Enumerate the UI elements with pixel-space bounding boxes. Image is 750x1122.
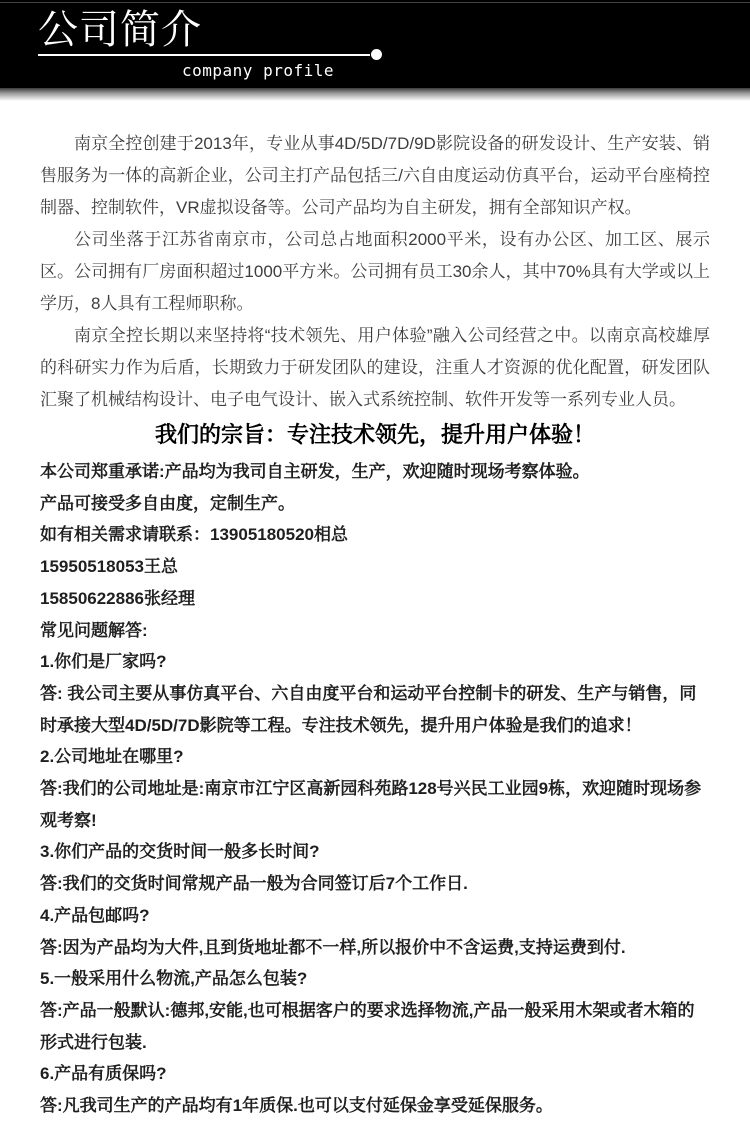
promise-line: 产品可接受多自由度，定制生产。	[40, 493, 295, 513]
intro-paragraph: 公司坐落于江苏省南京市，公司总占地面积2000平米，设有办公区、加工区、展示区。公司拥有厂房面积超过1000平方米。公司拥有员工30余人，其中70%具有大学或以上学历，8人具有工程师职称。	[40, 230, 710, 313]
contact-line: 15950518053王总	[40, 557, 179, 577]
faq-answer: 答:凡我司生产的产品均有1年质保.也可以支付延保金享受延保服务。	[40, 1096, 553, 1116]
header-shadow-divider	[0, 88, 750, 101]
faq-question: 6.产品有质保吗?	[40, 1064, 167, 1084]
faq-answer: 答: 我公司主要从事仿真平台、六自由度平台和运动平台控制卡的研发、生产与销售，同时承接大型4D/5D/7D影院等工程。专注技术领先，提升用户体验是我们的追求！	[40, 683, 697, 735]
faq-question: 5.一般采用什么物流,产品怎么包装?	[40, 969, 308, 989]
intro-section	[40, 128, 710, 416]
slogan-heading: 我们的宗旨：专注技术领先，提升用户体验！	[154, 422, 595, 447]
faq-question: 1.你们是厂家吗?	[40, 652, 167, 672]
promise-line: 本公司郑重承诺:产品均为我司自主研发，生产，欢迎随时现场考察体验。	[40, 462, 590, 481]
faq-question: 2.公司地址在哪里?	[40, 747, 184, 767]
page-header	[0, 0, 750, 88]
faq-answer: 答:产品一般默认:德邦,安能,也可根据客户的要求选择物流,产品一般采用木架或者木箱的形式进行包装.	[40, 1000, 695, 1052]
faq-answer: 答:因为产品均为大件,且到货地址都不一样,所以报价中不含运费,支持运费到付.	[40, 937, 626, 957]
faq-question: 4.产品包邮吗?	[40, 905, 150, 925]
intro-paragraph: 南京全控长期以来坚持将“技术领先、用户体验”融入公司经营之中。以南京高校雄厚的科研实力作为后盾，长期致力于研发团队的建设，注重人才资源的优化配置，研发团队汇聚了机械结构设计、电子电气设计、嵌入式系统控制、软件开发等一系列专业人员。	[40, 326, 710, 409]
title-underline-dot	[371, 49, 382, 60]
title-underline	[38, 54, 370, 56]
intro-paragraph: 南京全控创建于2013年，专业从事4D/5D/7D/9D影院设备的研发设计、生产安装、销售服务为一体的高新企业，公司主打产品包括三/六自由度运动仿真平台，运动平台座椅控制器、控制软件，VR虚拟设备等。公司产品均为自主研发，拥有全部知识产权。	[40, 134, 710, 217]
page-subtitle: company profile	[182, 61, 334, 80]
page-title: 公司简介	[38, 8, 202, 52]
header-top-divider	[0, 2, 750, 3]
promise-and-faq-section	[40, 456, 710, 1122]
company-profile-content	[0, 101, 750, 1122]
contact-line: 15850622886张经理	[40, 588, 196, 608]
faq-answer: 答:我们的交货时间常规产品一般为合同签订后7个工作日.	[40, 874, 468, 894]
contact-line: 如有相关需求请联系：13905180520相总	[40, 525, 348, 545]
faq-answer: 答:我们的公司地址是:南京市江宁区高新园科苑路128号兴民工业园9栋，欢迎随时现场参观考察!	[40, 779, 702, 830]
faq-question: 3.你们产品的交货时间一般多长时间?	[40, 842, 320, 862]
faq-section-label: 常见问题解答:	[40, 620, 148, 640]
